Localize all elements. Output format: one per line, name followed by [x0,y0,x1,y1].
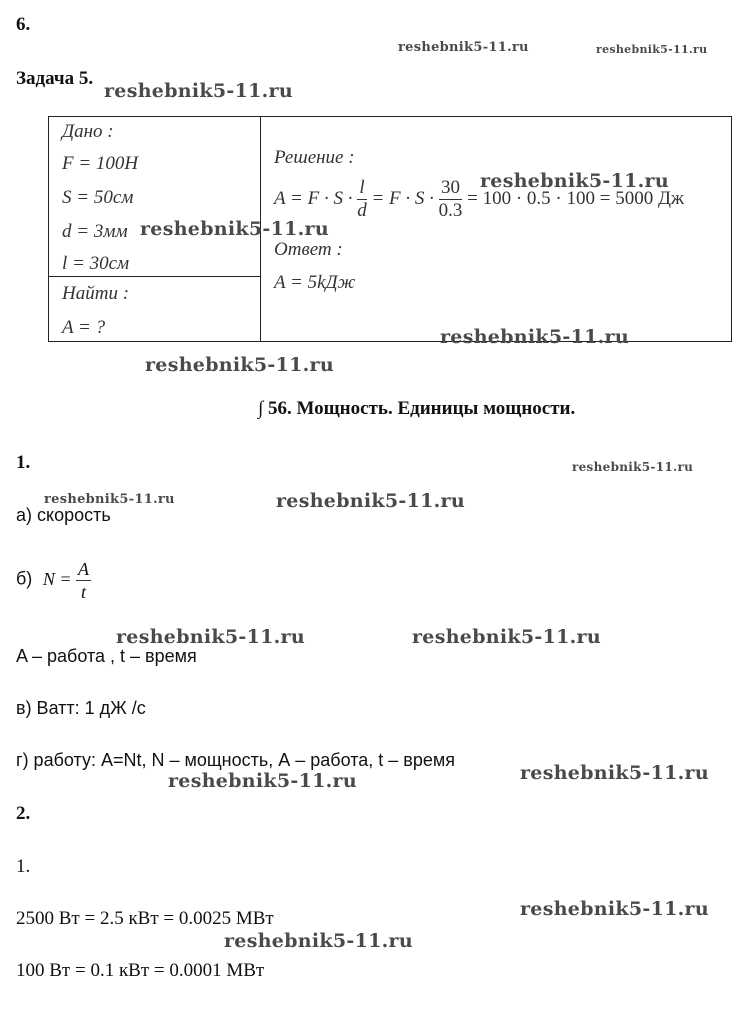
watermark: reshebnik5-11.ru [412,626,601,648]
formula-suffix: = 100 · 0.5 · 100 = 5000 Дж [467,187,685,209]
watermark: reshebnik5-11.ru [398,40,529,55]
q1-b-label: б) [16,568,33,589]
q1-b-den: t [80,582,86,602]
table-horizontal-divider [49,276,260,277]
watermark: reshebnik5-11.ru [520,898,709,920]
q1-answer-a: а) скорость [16,505,111,525]
q1-answer-b [16,558,91,603]
answer-value: A = 5kДж [274,272,356,293]
watermark: reshebnik5-11.ru [44,492,175,507]
frac2-num: 30 [439,177,463,200]
q1-b-num: A [77,559,89,579]
given-length: l = 30см [62,253,130,274]
q1-number: 1. [16,452,31,473]
watermark: reshebnik5-11.ru [140,218,329,240]
watermark: reshebnik5-11.ru [145,354,334,376]
frac1-num: l [357,177,367,200]
watermark: reshebnik5-11.ru [440,326,629,348]
frac2-den: 0.3 [438,200,463,221]
q1-b-fraction [76,558,91,603]
formula-fraction-l-over-d [357,177,367,222]
watermark: reshebnik5-11.ru [276,490,465,512]
q1-b-lhs: N = [42,568,72,589]
watermark: reshebnik5-11.ru [168,770,357,792]
solution-label: Решение : [274,147,355,168]
q1-answer-d: г) работу: A=Nt, N – мощность, А – работа, t – время [16,750,455,770]
q1-b-note: A – работа , t – время [16,646,197,666]
item-number-6: 6. [16,14,31,35]
find-value: A = ? [62,317,106,338]
watermark: reshebnik5-11.ru [572,460,694,474]
watermark: reshebnik5-11.ru [520,762,709,784]
find-label: Найти : [62,283,130,304]
q2-line-2: 100 Вт = 0.1 кВт = 0.0001 МВт [16,960,265,981]
q2-number: 2. [16,803,31,824]
given-area: S = 50см [62,187,134,208]
formula-fraction-30-over-0-3 [439,177,463,222]
q2-line-1: 2500 Вт = 2.5 кВт = 0.0025 МВт [16,908,274,929]
watermark: reshebnik5-11.ru [596,43,708,56]
section-title: ∫ 56. Мощность. Единицы мощности. [258,398,576,419]
answer-label: Ответ : [274,239,343,260]
frac1-den: d [357,200,367,221]
watermark: reshebnik5-11.ru [104,80,293,102]
q1-answer-c: в) Ватт: 1 дЖ /с [16,698,146,718]
watermark: reshebnik5-11.ru [224,930,413,952]
task-title: Задача 5. [16,68,94,89]
formula-mid: = F · S · [371,187,434,209]
given-thickness: d = 3мм [62,221,128,242]
watermark: reshebnik5-11.ru [116,626,305,648]
watermark: reshebnik5-11.ru [480,170,669,192]
q2-sub-number: 1. [16,856,31,877]
given-force: F = 100H [62,153,139,174]
given-label: Дано : [62,121,114,142]
formula-prefix: A = F · S · [274,187,353,209]
